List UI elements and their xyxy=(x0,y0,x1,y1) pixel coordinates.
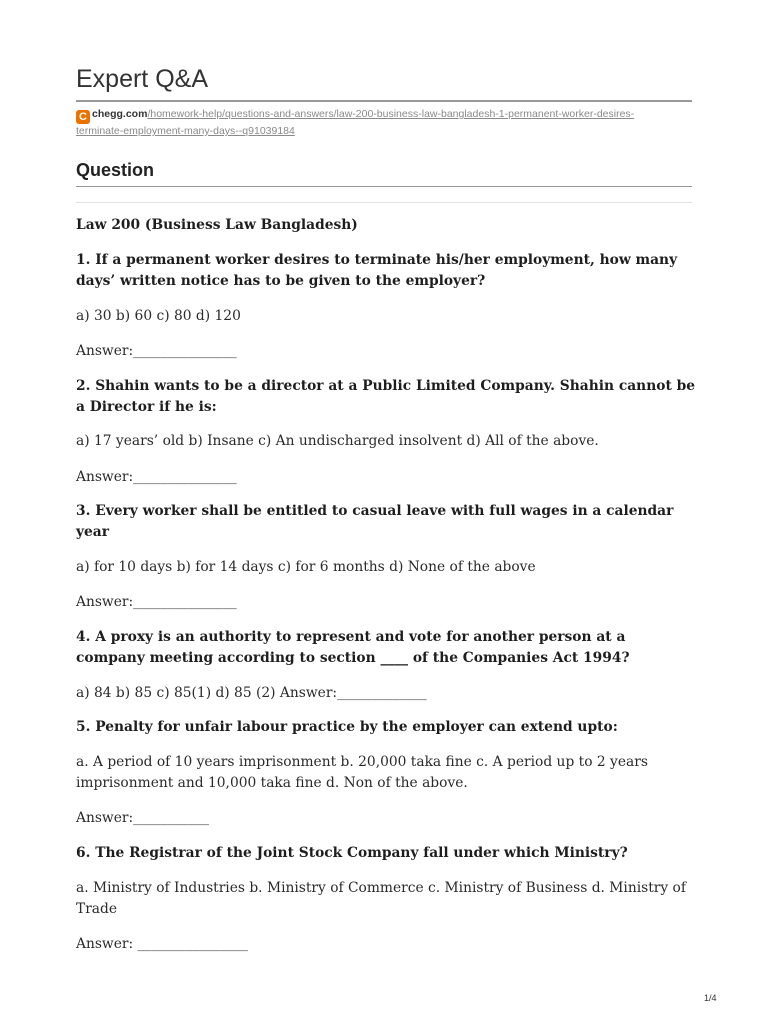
question-3-answer: Answer:_______________ xyxy=(76,594,237,610)
source-link[interactable] xyxy=(76,107,676,138)
question-5: 5. Penalty for unfair labour practice by the employer can extend upto: xyxy=(76,719,618,735)
page-title: Expert Q&A xyxy=(76,65,208,93)
source-domain[interactable]: chegg.com xyxy=(92,108,148,120)
question-1-answer: Answer:_______________ xyxy=(76,343,237,359)
title-divider xyxy=(76,100,692,102)
question-2-options: a) 17 years’ old b) Insane c) An undischarged insolvent d) All of the above. xyxy=(76,433,599,449)
source-path[interactable]: /homework-help/questions-and-answers/law-200-business-law-bangladesh-1-permanent-worker-desires-terminate-employment-many-days--q91039184 xyxy=(76,108,635,137)
question-5-answer: Answer:___________ xyxy=(76,810,210,826)
section-divider xyxy=(76,186,692,187)
question-6-options: a. Ministry of Industries b. Ministry of Commerce c. Ministry of Business d. Ministry of Trade xyxy=(76,880,686,917)
question-1: 1. If a permanent worker desires to terminate his/her employment, how many days’ written notice has to be given to the employer? xyxy=(76,252,678,289)
question-4: 4. A proxy is an authority to represent and vote for another person at a company meeting according to section ____ of the Companies Act 1994? xyxy=(76,629,630,666)
question-1-options: a) 30 b) 60 c) 80 d) 120 xyxy=(76,308,241,324)
question-6: 6. The Registrar of the Joint Stock Company fall under which Ministry? xyxy=(76,845,628,861)
question-5-options: a. A period of 10 years imprisonment b. 20,000 taka fine c. A period up to 2 years imprisonment and 10,000 taka fine d. Non of the above. xyxy=(76,754,648,791)
course-title: Law 200 (Business Law Bangladesh) xyxy=(76,217,358,233)
section-heading: Question xyxy=(76,160,155,180)
question-4-options: a) 84 b) 85 c) 85(1) d) 85 (2) Answer:_____________ xyxy=(76,685,427,701)
page-number: 1/4 xyxy=(704,993,717,1003)
question-2-answer: Answer:_______________ xyxy=(76,469,237,485)
question-2: 2. Shahin wants to be a director at a Public Limited Company. Shahin cannot be a Director if he is: xyxy=(76,378,696,415)
question-3-options: a) for 10 days b) for 14 days c) for 6 months d) None of the above xyxy=(76,559,536,575)
question-6-answer: Answer: ________________ xyxy=(76,936,248,952)
chegg-logo-icon: C xyxy=(76,110,90,124)
content-divider xyxy=(76,202,692,203)
question-3: 3. Every worker shall be entitled to casual leave with full wages in a calendar year xyxy=(76,503,674,540)
